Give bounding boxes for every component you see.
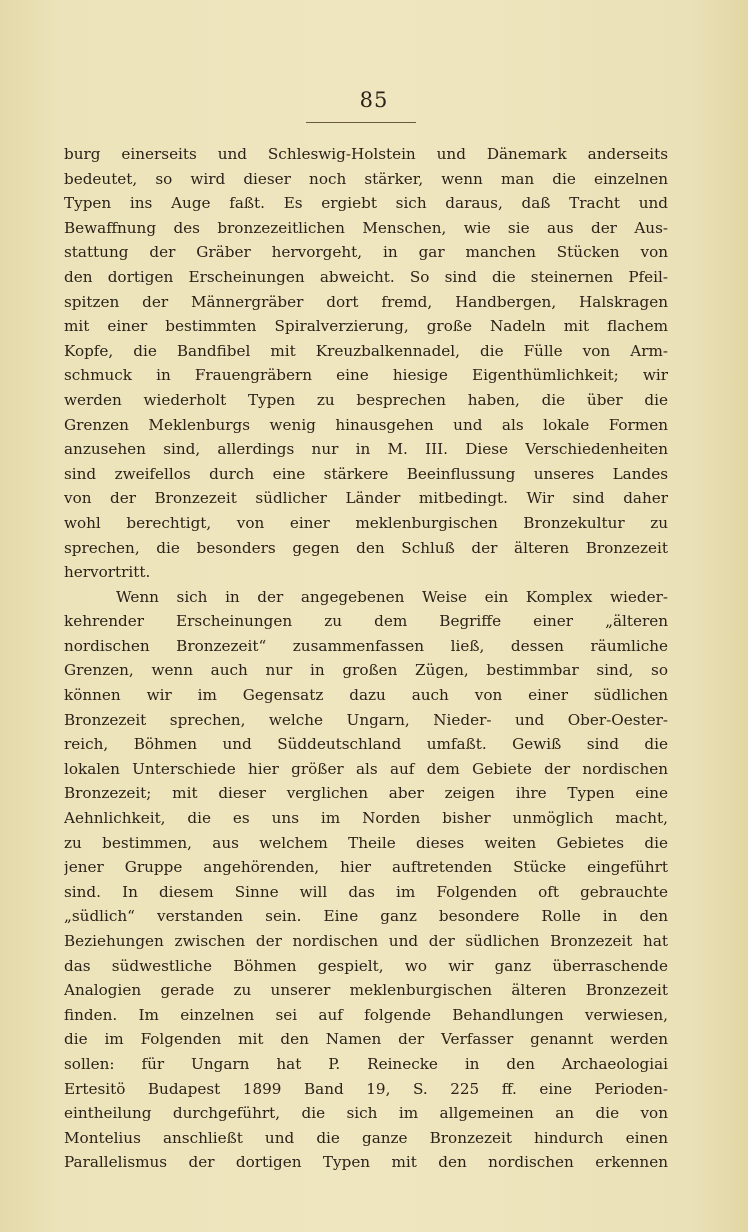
text-line: burg einerseits und Schleswig-Holstein und Dänemark anderseits [64,145,668,163]
text-line: lokalen Unterschiede hier größer als auf dem Gebiete der nordischen [64,759,668,778]
text-line: sprechen, die besonders gegen den Schluß der älteren Bronzezeit [64,538,668,557]
text-line: können wir im Gegensatz dazu auch von einer südlichen [64,686,668,705]
text-line: Wenn sich in der angegebenen Weise ein Komplex wieder- [116,587,668,606]
text-line: sollen: für Ungarn hat P. Reinecke in den Archaeologiai [64,1054,668,1073]
text-line: nordischen Bronzezeit“ zusammenfassen ließ, dessen räumliche [64,636,668,655]
text-line: Ertesitö Budapest 1899 Band 19, S. 225 ff. eine Perioden- [64,1079,668,1098]
text-line: sind. In diesem Sinne will das im Folgenden oft gebrauchte [64,882,668,901]
text-line: Analogien gerade zu unserer meklenburgischen älteren Bronzezeit [64,981,668,1000]
text-line: schmuck in Frauengräbern eine hiesige Eigenthümlichkeit; wir [64,366,668,385]
text-line: jener Gruppe angehörenden, hier auftretenden Stücke eingeführt [64,858,668,877]
text-line: den dortigen Erscheinungen abweicht. So sind die steinernen Pfeil- [64,267,668,286]
text-line: kehrender Erscheinungen zu dem Begriffe einer „älteren [64,612,668,631]
text-line: Bewaffnung des bronzezeitlichen Menschen, wie sie aus der Aus- [64,218,668,237]
text-line: sind zweifellos durch eine stärkere Beeinflussung unseres Landes [64,464,668,483]
text-line: Grenzen Meklenburgs wenig hinausgehen und als lokale Formen [64,415,668,434]
text-line: Montelius anschließt und die ganze Bronzezeit hindurch einen [64,1128,668,1147]
text-line: Aehnlichkeit, die es uns im Norden bisher unmöglich macht, [64,809,668,828]
text-line: Beziehungen zwischen der nordischen und der südlichen Bronzezeit hat [64,932,668,950]
text-line: bedeutet, so wird dieser noch stärker, wenn man die einzelnen [64,169,668,188]
text-line: Typen ins Auge faßt. Es ergiebt sich daraus, daß Tracht und [64,194,668,213]
text-line: finden. Im einzelnen sei auf folgende Behandlungen verwiesen, [64,1005,668,1024]
header-rule [306,122,416,123]
text-line: mit einer bestimmten Spiralverzierung, große Nadeln mit flachem [64,317,668,336]
text-line: das südwestliche Böhmen gespielt, wo wir ganz überraschende [64,956,668,975]
text-line: Parallelismus der dortigen Typen mit den nordischen erkennen [64,1153,668,1172]
text-line: reich, Böhmen und Süddeutschland umfaßt. Gewiß sind die [64,735,668,754]
text-line: anzusehen sind, allerdings nur in M. III. Diese Verschiedenheiten [64,440,668,459]
page-number: 85 [359,88,389,112]
text-line: eintheilung durchgeführt, die sich im allgemeinen an die von [64,1104,668,1123]
text-line: zu bestimmen, aus welchem Theile dieses weiten Gebietes die [64,833,668,852]
text-line: „südlich“ verstanden sein. Eine ganz besondere Rolle in den [64,907,668,926]
text-line: Bronzezeit; mit dieser verglichen aber zeigen ihre Typen eine [64,784,668,803]
body-text [64,142,668,1175]
text-line: von der Bronzezeit südlicher Länder mitbedingt. Wir sind daher [64,489,668,508]
text-line: Bronzezeit sprechen, welche Ungarn, Nieder- und Ober-Oester- [64,710,668,729]
text-line: Kopfe, die Bandfibel mit Kreuzbalkennadel, die Fülle von Arm- [64,341,668,360]
text-line: die im Folgenden mit den Namen der Verfasser genannt werden [64,1030,668,1049]
text-line: hervortritt. [64,563,151,582]
text-line: werden wiederholt Typen zu besprechen haben, die über die [64,390,668,409]
text-line: stattung der Gräber hervorgeht, in gar manchen Stücken von [64,243,668,262]
text-line: wohl berechtigt, von einer meklenburgischen Bronzekultur zu [64,513,668,532]
text-line: spitzen der Männergräber dort fremd, Handbergen, Halskragen [64,292,668,311]
text-line: Grenzen, wenn auch nur in großen Zügen, bestimmbar sind, so [64,661,668,680]
